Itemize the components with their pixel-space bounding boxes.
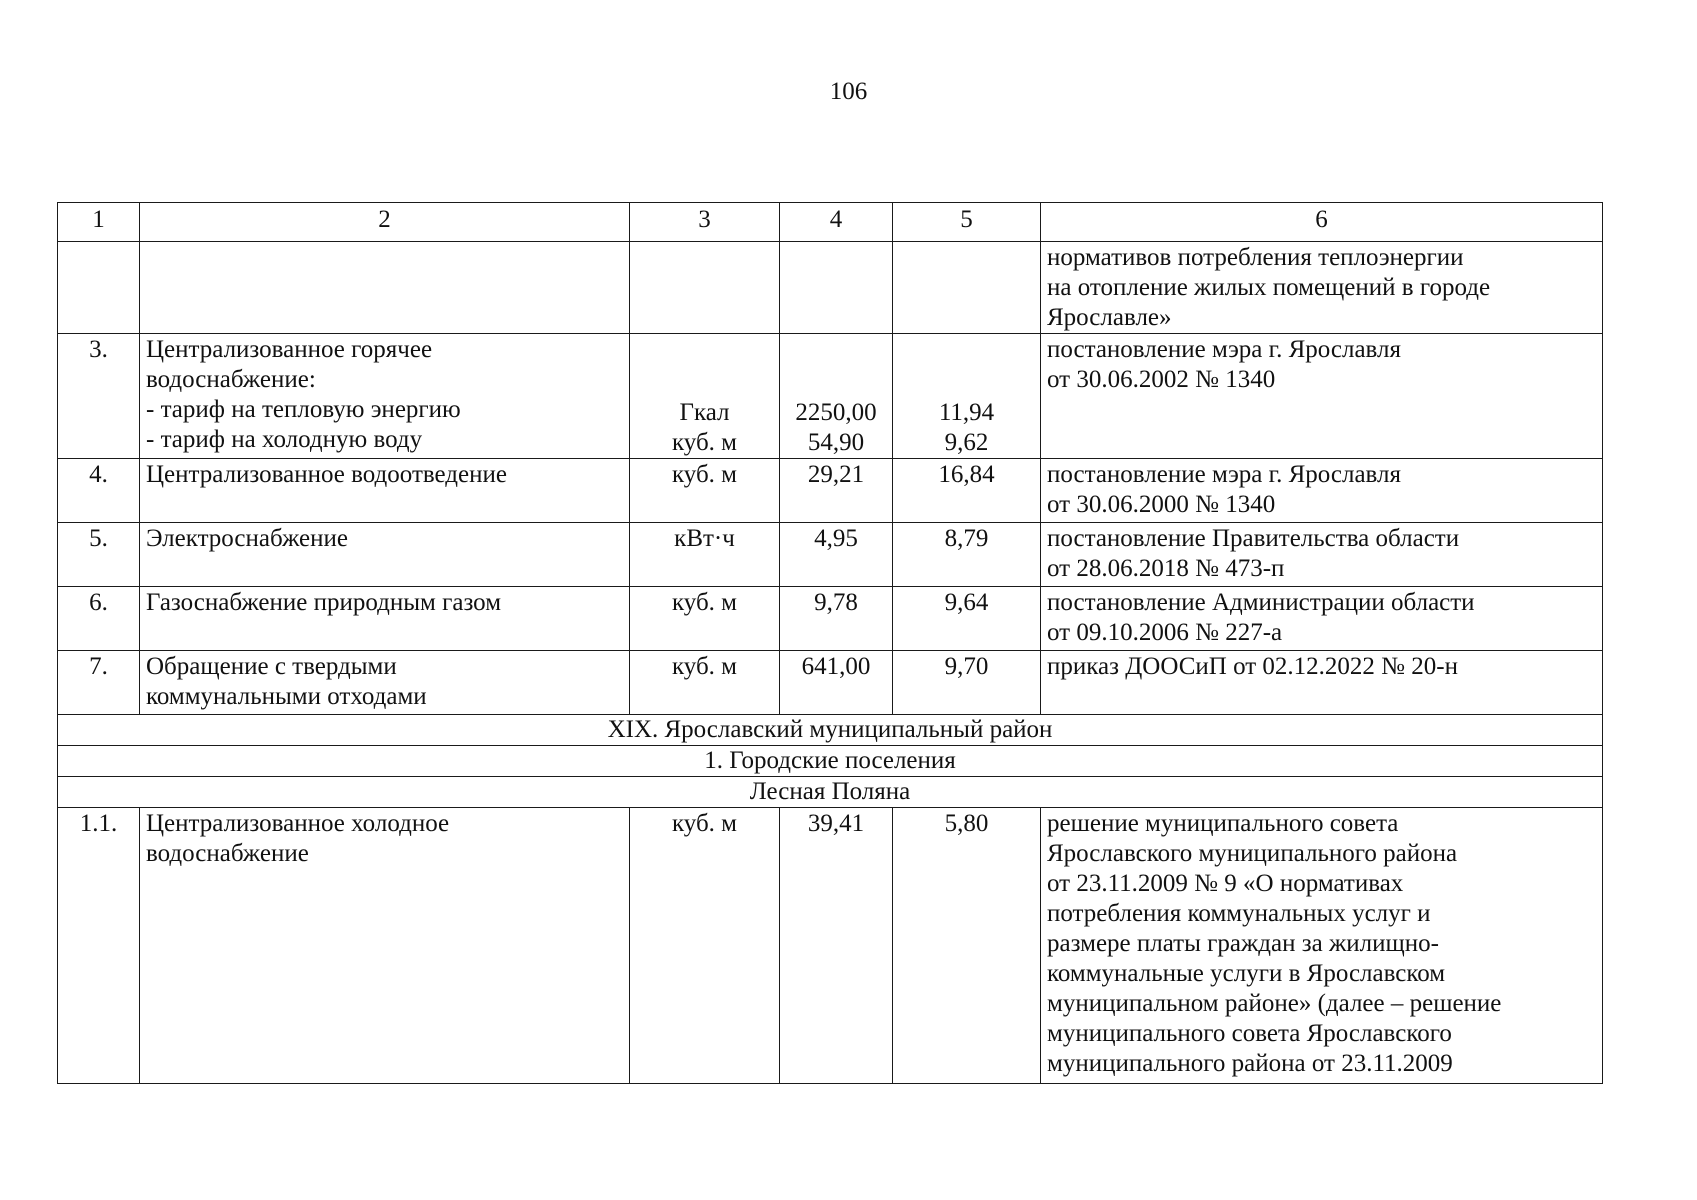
empty-cell: [58, 242, 140, 334]
unit-cell: куб. м: [630, 808, 780, 1084]
col5-value-cell: 5,80: [893, 808, 1041, 1084]
unit-line: куб. м: [671, 429, 737, 456]
empty-cell: [630, 242, 780, 334]
col5-value: 9,62: [944, 429, 989, 456]
col4-value-cell: 29,21: [780, 459, 893, 523]
col4-value-cell: 9,78: [780, 587, 893, 651]
doc-reference-cell: [1041, 808, 1603, 1084]
service-name-cell: [140, 651, 630, 715]
unit-cell: [630, 334, 780, 459]
service-name-line: Централизованное холодное: [146, 810, 450, 837]
doc-line: от 23.11.2009 № 9 «О нормативах: [1047, 870, 1404, 897]
service-name-cell: [140, 808, 630, 1084]
service-name-cell: [140, 334, 630, 459]
subsection-title: 1. Городские поселения: [58, 746, 1603, 777]
unit-line: Гкал: [679, 399, 730, 426]
section-title-row: [58, 715, 1603, 746]
service-name-line: Газоснабжение природным газом: [146, 589, 502, 616]
service-name-line: коммунальными отходами: [146, 683, 427, 710]
table-row: [58, 523, 1603, 587]
col4-value-cell: 641,00: [780, 651, 893, 715]
doc-line: от 30.06.2002 № 1340: [1047, 366, 1276, 393]
doc-line: от 30.06.2000 № 1340: [1047, 491, 1276, 518]
settlement-title-row: [58, 777, 1603, 808]
doc-reference-cell: [1041, 459, 1603, 523]
col4-value: 54,90: [807, 429, 865, 456]
doc-reference-cell: [1041, 587, 1603, 651]
empty-cell: [893, 242, 1041, 334]
doc-reference-cell: [1041, 242, 1603, 334]
subsection-title-row: [58, 746, 1603, 777]
empty-cell: [780, 242, 893, 334]
unit-cell: куб. м: [630, 587, 780, 651]
header-col-2: 2: [140, 203, 630, 242]
table-header-row: [58, 203, 1603, 242]
table-row: [58, 808, 1603, 1084]
unit-cell: куб. м: [630, 459, 780, 523]
settlement-title: Лесная Поляна: [58, 777, 1603, 808]
service-name-cell: [140, 587, 630, 651]
doc-line: размере платы граждан за жилищно-: [1047, 930, 1439, 957]
table-row-continuation: [58, 242, 1603, 334]
col5-value-cell: 9,70: [893, 651, 1041, 715]
page-number: 106: [829, 78, 868, 105]
col5-value-cell: 9,64: [893, 587, 1041, 651]
service-name-line: - тариф на холодную воду: [146, 426, 423, 453]
col5-value: 11,94: [938, 399, 995, 426]
doc-line: решение муниципального совета: [1047, 810, 1399, 837]
service-name-cell: [140, 523, 630, 587]
row-number: 6.: [58, 587, 140, 651]
doc-line: на отопление жилых помещений в городе: [1047, 274, 1491, 301]
unit-cell: кВт·ч: [630, 523, 780, 587]
doc-line: муниципального совета Ярославского: [1047, 1020, 1452, 1047]
doc-line: приказ ДООСиП от 02.12.2022 № 20-н: [1047, 653, 1458, 680]
table-row: [58, 587, 1603, 651]
col4-value-cell: [780, 334, 893, 459]
section-title: XIX. Ярославский муниципальный район: [58, 715, 1603, 746]
row-number: 5.: [58, 523, 140, 587]
table-row: [58, 334, 1603, 459]
header-col-5: 5: [893, 203, 1041, 242]
col4-value-cell: 4,95: [780, 523, 893, 587]
doc-line: муниципальном районе» (далее – решение: [1047, 990, 1502, 1017]
row-number: 7.: [58, 651, 140, 715]
doc-line: потребления коммунальных услуг и: [1047, 900, 1431, 927]
col5-value-cell: 16,84: [893, 459, 1041, 523]
doc-line: постановление Администрации области: [1047, 589, 1475, 616]
empty-cell: [140, 242, 630, 334]
service-name-line: водоснабжение:: [146, 366, 316, 393]
service-name-line: Централизованное горячее: [146, 336, 433, 363]
doc-line: постановление мэра г. Ярославля: [1047, 336, 1402, 363]
service-name-line: водоснабжение: [146, 840, 309, 867]
service-name-line: Обращение с твердыми: [146, 653, 397, 680]
doc-reference-cell: [1041, 334, 1603, 459]
doc-line: муниципального района от 23.11.2009: [1047, 1050, 1453, 1077]
doc-line: Ярославского муниципального района: [1047, 840, 1458, 867]
tariff-table: [57, 202, 1603, 1084]
doc-reference-cell: [1041, 523, 1603, 587]
row-number: 3.: [58, 334, 140, 459]
doc-line: нормативов потребления теплоэнергии: [1047, 244, 1464, 271]
doc-line: постановление мэра г. Ярославля: [1047, 461, 1402, 488]
row-number: 1.1.: [58, 808, 140, 1084]
doc-line: Ярославле»: [1047, 304, 1172, 331]
service-name-line: - тариф на тепловую энергию: [146, 396, 461, 423]
col5-value-cell: [893, 334, 1041, 459]
header-col-1: 1: [58, 203, 140, 242]
doc-reference-cell: [1041, 651, 1603, 715]
col5-value-cell: 8,79: [893, 523, 1041, 587]
header-col-6: 6: [1041, 203, 1603, 242]
doc-line: коммунальные услуги в Ярославском: [1047, 960, 1446, 987]
row-number: 4.: [58, 459, 140, 523]
header-col-4: 4: [780, 203, 893, 242]
col4-value: 2250,00: [795, 399, 877, 426]
doc-line: от 09.10.2006 № 227-а: [1047, 619, 1283, 646]
unit-cell: куб. м: [630, 651, 780, 715]
service-name-line: Электроснабжение: [146, 525, 348, 552]
table-row: [58, 459, 1603, 523]
service-name-cell: [140, 459, 630, 523]
service-name-line: Централизованное водоотведение: [146, 461, 507, 488]
doc-line: от 28.06.2018 № 473-п: [1047, 555, 1285, 582]
table-row: [58, 651, 1603, 715]
header-col-3: 3: [630, 203, 780, 242]
doc-line: постановление Правительства области: [1047, 525, 1460, 552]
col4-value-cell: 39,41: [780, 808, 893, 1084]
